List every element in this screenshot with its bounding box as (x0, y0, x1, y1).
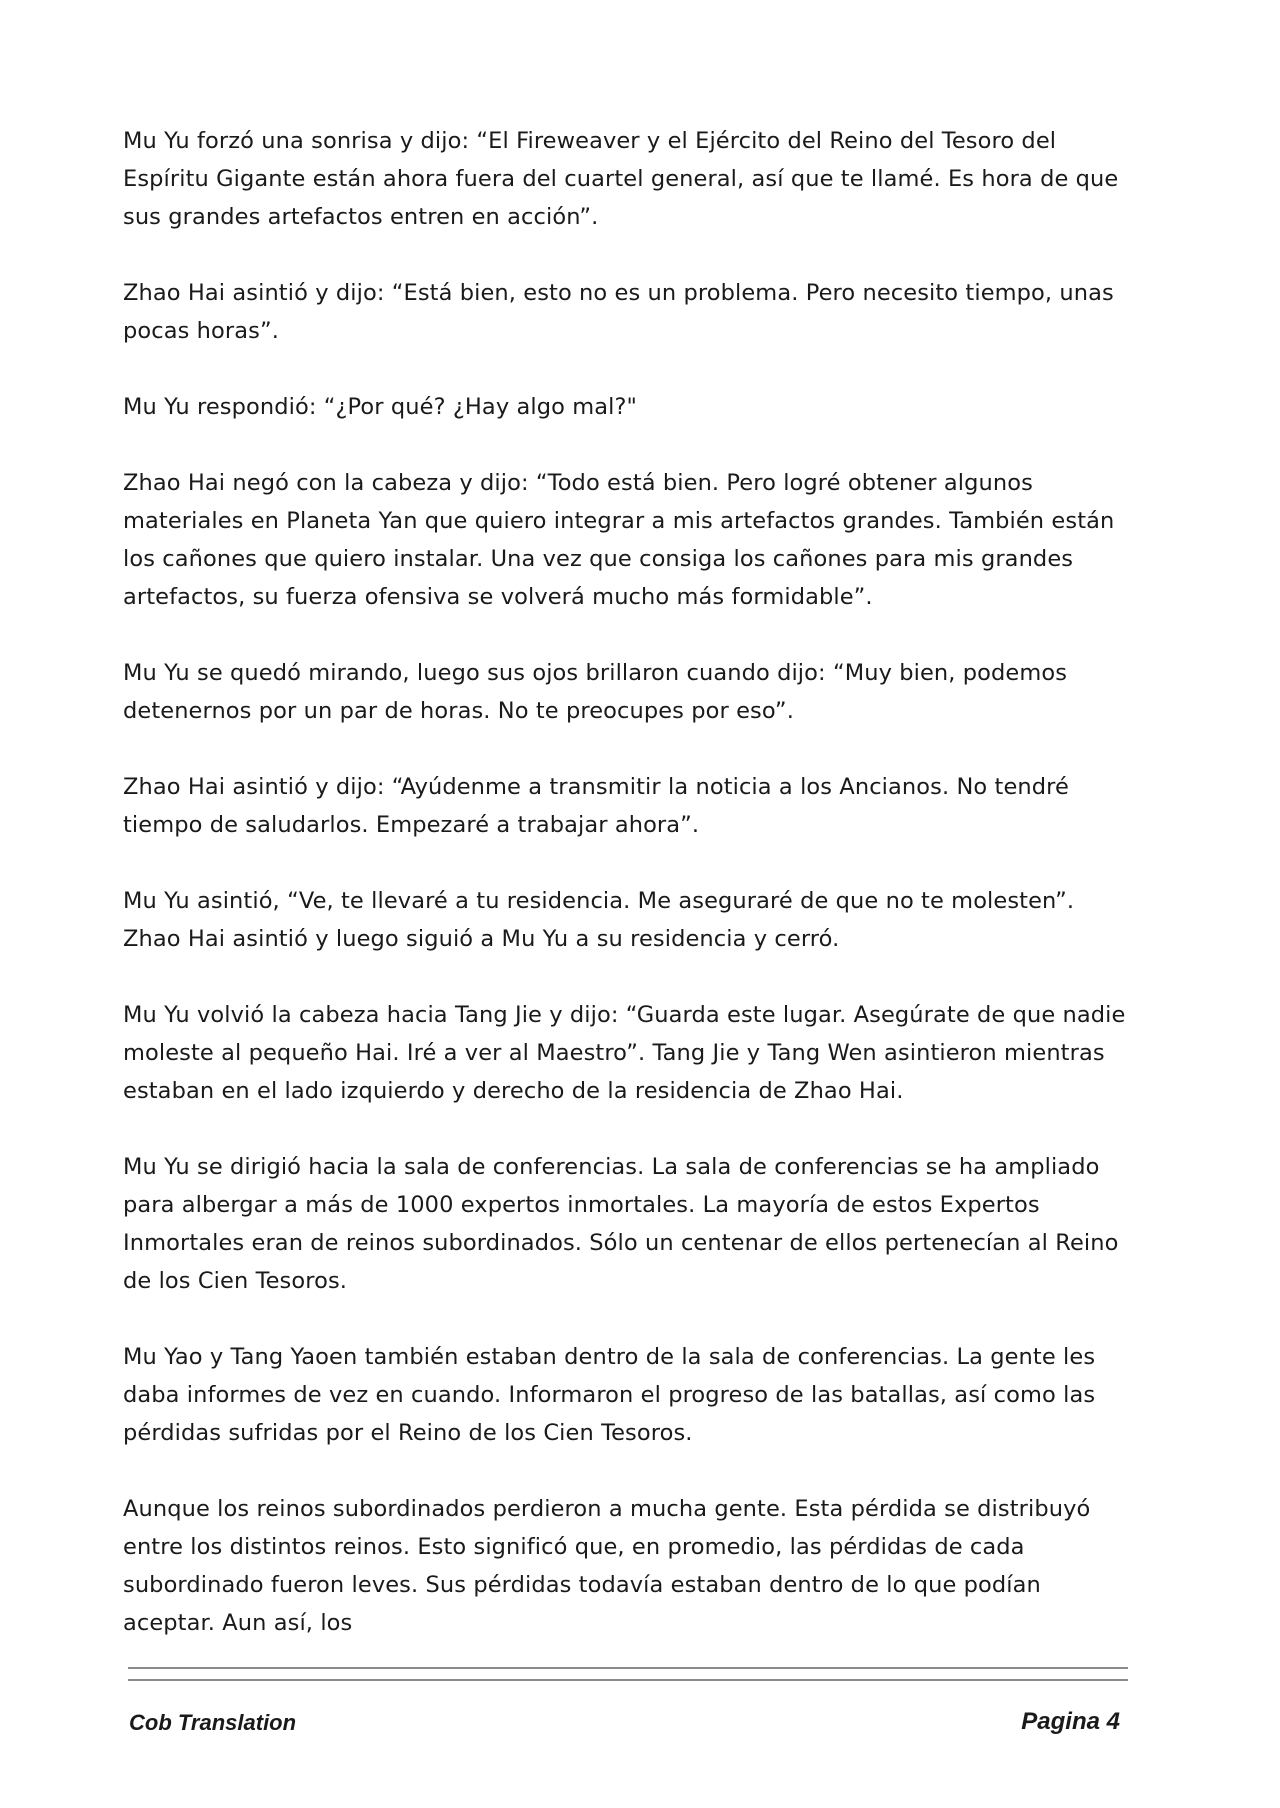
paragraph-6: Zhao Hai asintió y dijo: “Ayúdenme a transmitir la noticia a los Ancianos. No tendré tiempo de saludarlos. Empezaré a trabajar ahora”. (123, 774, 1069, 838)
footer-translator-credit: Cob Translation (129, 1710, 297, 1735)
body-text (123, 122, 1133, 1680)
paragraph-11: Aunque los reinos subordinados perdieron a mucha gente. Esta pérdida se distribuyó entre los distintos reinos. Esto significó que, en promedio, las pérdidas de cada subordinado fueron leves. Sus pérdidas todavía estaban dentro de lo que podían aceptar. Aun así, los (123, 1496, 1091, 1636)
footer-divider-top (128, 1667, 1128, 1669)
paragraph-4: Zhao Hai negó con la cabeza y dijo: “Todo está bien. Pero logré obtener algunos materiales en Planeta Yan que quiero integrar a mis artefactos grandes. También están los cañones que quiero instalar. Una vez que consiga los cañones para mis grandes artefactos, su fuerza ofensiva se volverá mucho más formidable”. (123, 470, 1115, 610)
paragraph-7: Mu Yu asintió, “Ve, te llevaré a tu residencia. Me aseguraré de que no te molesten”. Zhao Hai asintió y luego siguió a Mu Yu a su residencia y cerró. (123, 888, 1075, 952)
paragraph-5: Mu Yu se quedó mirando, luego sus ojos brillaron cuando dijo: “Muy bien, podemos detenernos por un par de horas. No te preocupes por eso”. (123, 660, 1068, 724)
paragraph-2: Zhao Hai asintió y dijo: “Está bien, esto no es un problema. Pero necesito tiempo, unas pocas horas”. (123, 280, 1114, 344)
paragraph-8: Mu Yu volvió la cabeza hacia Tang Jie y dijo: “Guarda este lugar. Asegúrate de que nadie moleste al pequeño Hai. Iré a ver al Maestro”. Tang Jie y Tang Wen asintieron mientras estaban en el lado izquierdo y derecho de la residencia de Zhao Hai. (123, 1002, 1126, 1104)
footer-divider-bottom (128, 1679, 1128, 1681)
paragraph-3: Mu Yu respondió: “¿Por qué? ¿Hay algo mal?" (123, 394, 637, 420)
paragraph-1: Mu Yu forzó una sonrisa y dijo: “El Fireweaver y el Ejército del Reino del Tesoro del Espíritu Gigante están ahora fuera del cuartel general, así que te llamé. Es hora de que sus grandes artefactos entren en acción”. (123, 128, 1119, 230)
paragraph-10: Mu Yao y Tang Yaoen también estaban dentro de la sala de conferencias. La gente les daba informes de vez en cuando. Informaron el progreso de las batallas, así como las pérdidas sufridas por el Reino de los Cien Tesoros. (123, 1344, 1096, 1446)
paragraph-9: Mu Yu se dirigió hacia la sala de conferencias. La sala de conferencias se ha ampliado para albergar a más de 1000 expertos inmortales. La mayoría de estos Expertos Inmortales eran de reinos subordinados. Sólo un centenar de ellos pertenecían al Reino de los Cien Tesoros. (123, 1154, 1119, 1294)
footer-page-number: Pagina 4 (1021, 1708, 1120, 1735)
